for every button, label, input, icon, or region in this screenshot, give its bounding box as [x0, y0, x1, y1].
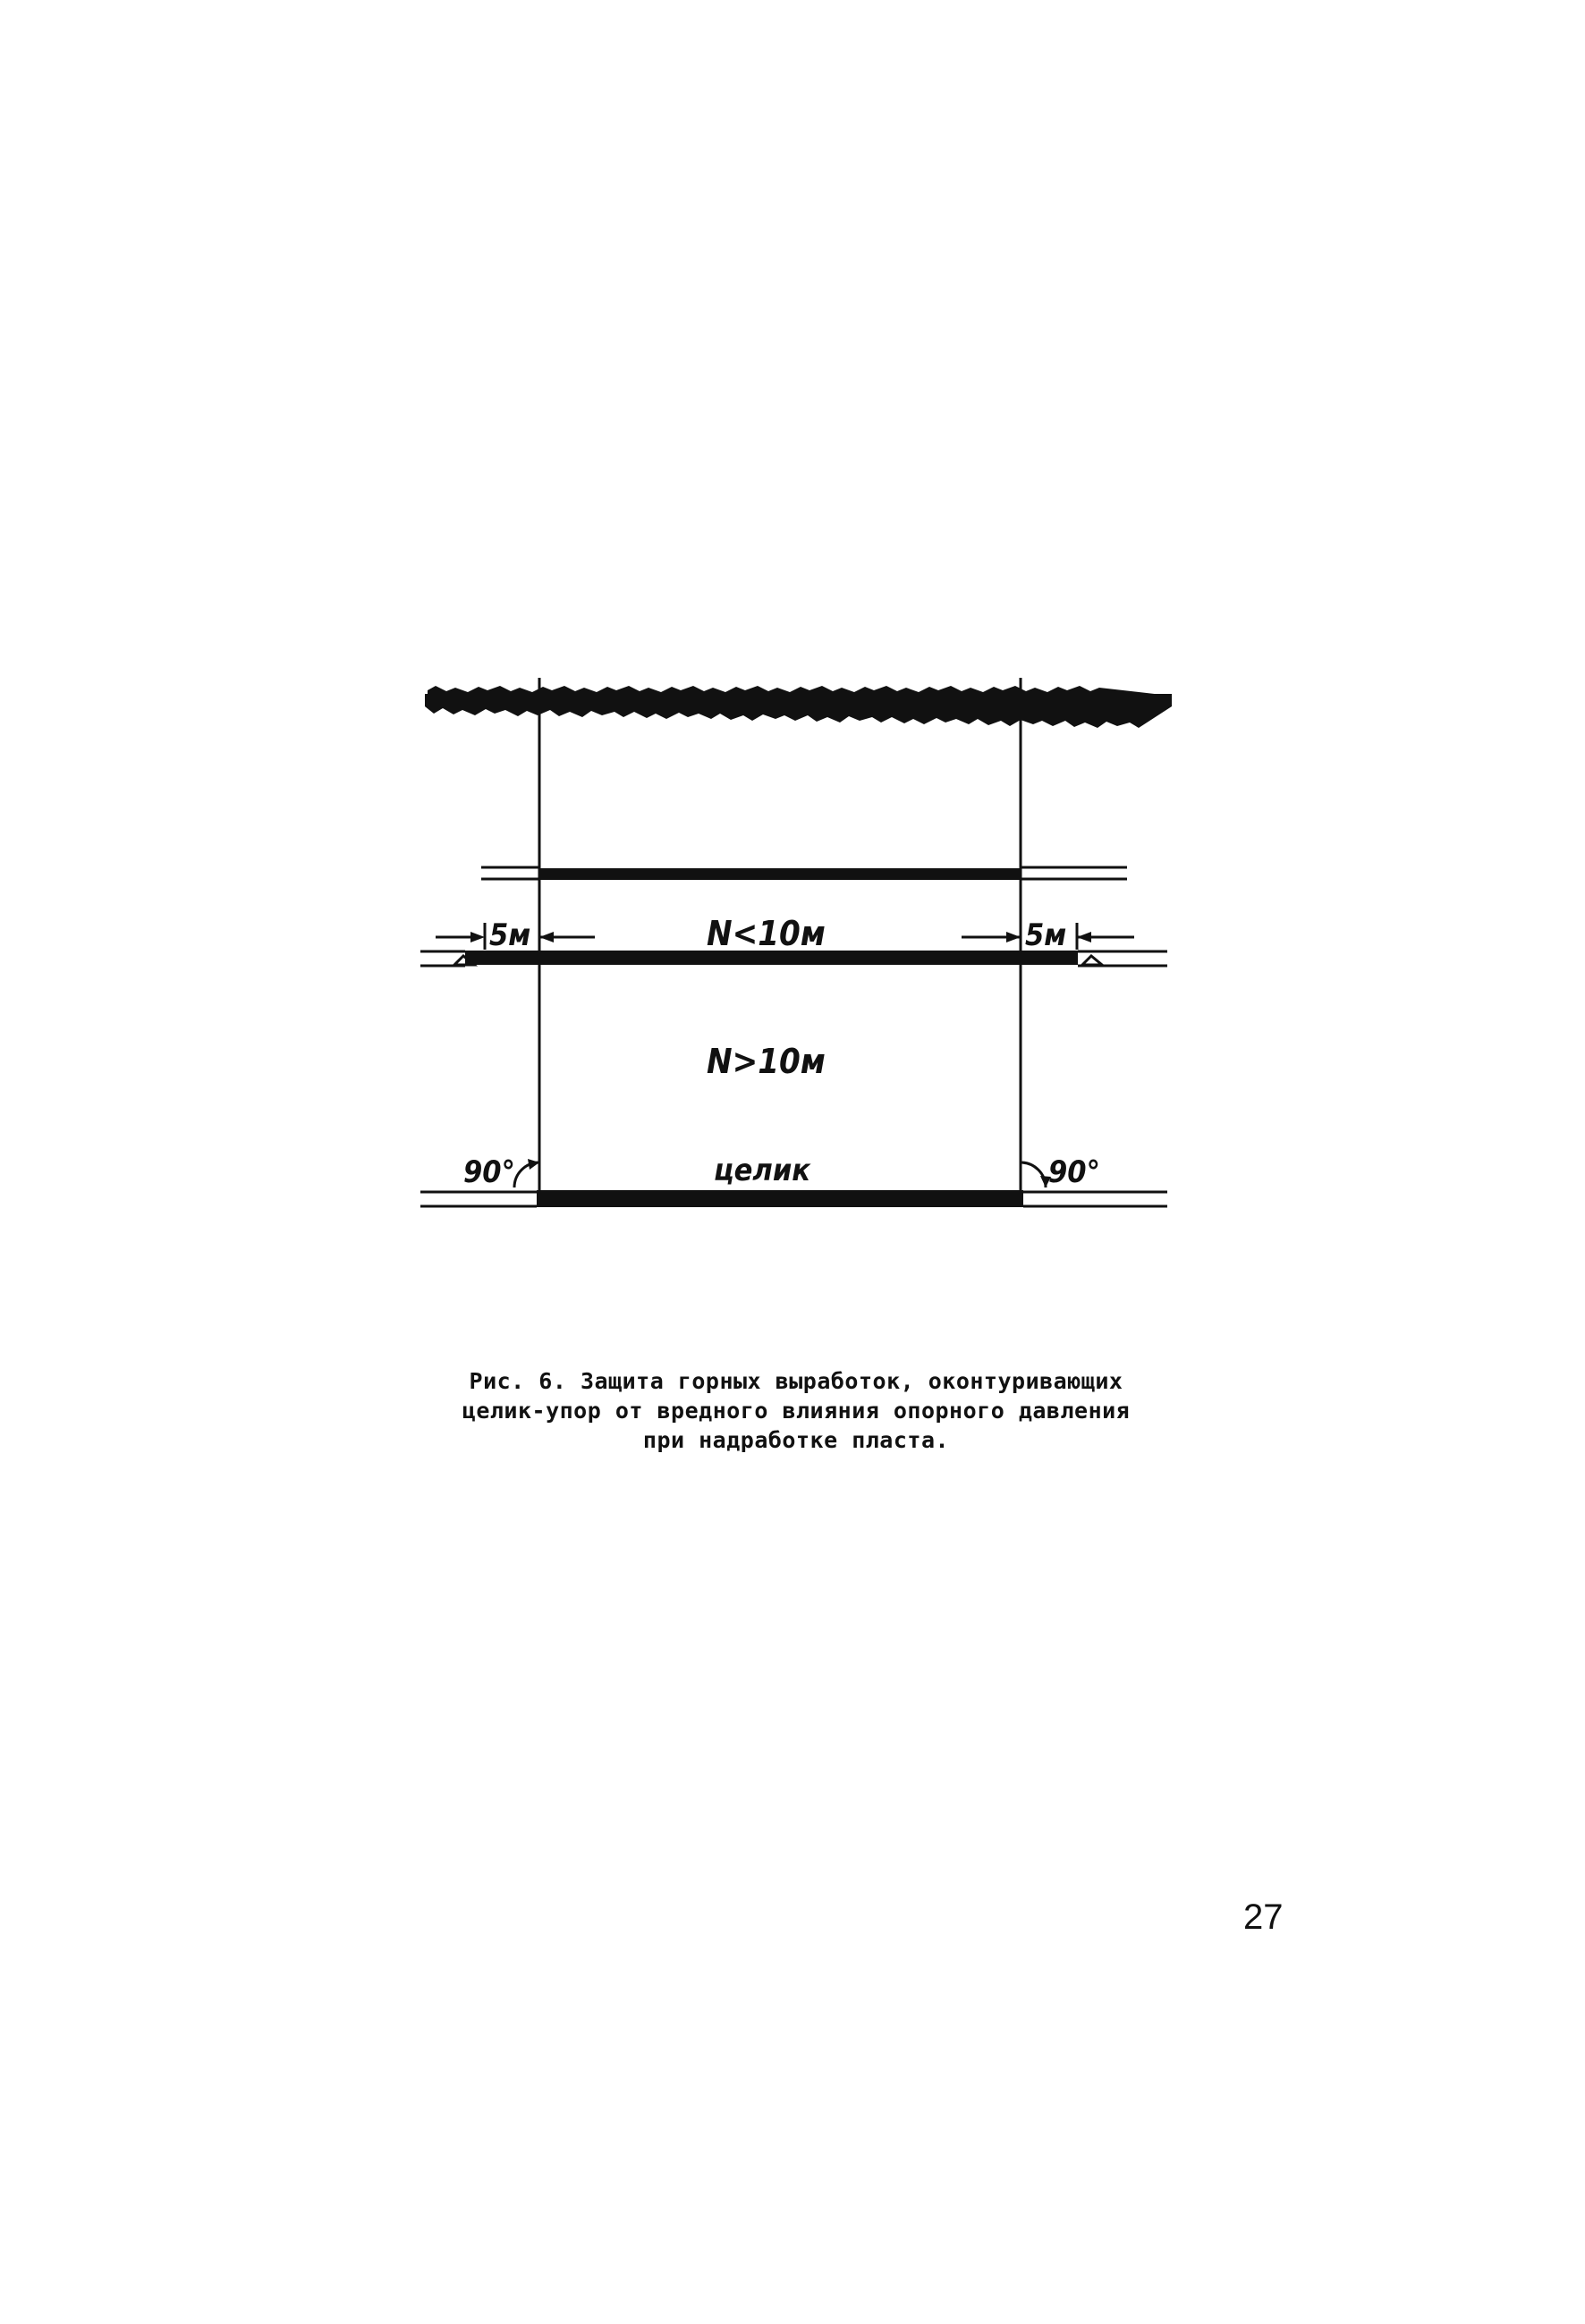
left-pillar-width-label: 5м [489, 917, 531, 953]
upper-seam [481, 867, 1127, 880]
right-pillar-width-label: 5м [1025, 917, 1067, 953]
page-number: 27 [1243, 1897, 1284, 1937]
caption-line-3: при надработке пласта. [642, 1427, 950, 1453]
caption-line-2: целик-упор от вредного влияния опорного давления [462, 1398, 1131, 1424]
lower-seam [420, 1190, 1167, 1207]
small-interval-label: N<10м [707, 914, 826, 953]
right-angle-marker [1021, 1154, 1100, 1190]
left-angle-marker [463, 1154, 539, 1190]
caption-line-1: Рис. 6. Защита горных выработок, оконтуривающих [469, 1368, 1123, 1394]
left-angle-label: 90° [463, 1154, 515, 1190]
left-pillar-dimension [436, 917, 595, 953]
caved-rock-band [425, 686, 1172, 728]
right-pillar-dimension [962, 917, 1134, 953]
figure-caption [394, 1366, 1199, 1455]
right-angle-label: 90° [1048, 1154, 1100, 1190]
large-interval-label: N>10м [707, 1042, 826, 1081]
pillar-label: целик [714, 1153, 811, 1188]
